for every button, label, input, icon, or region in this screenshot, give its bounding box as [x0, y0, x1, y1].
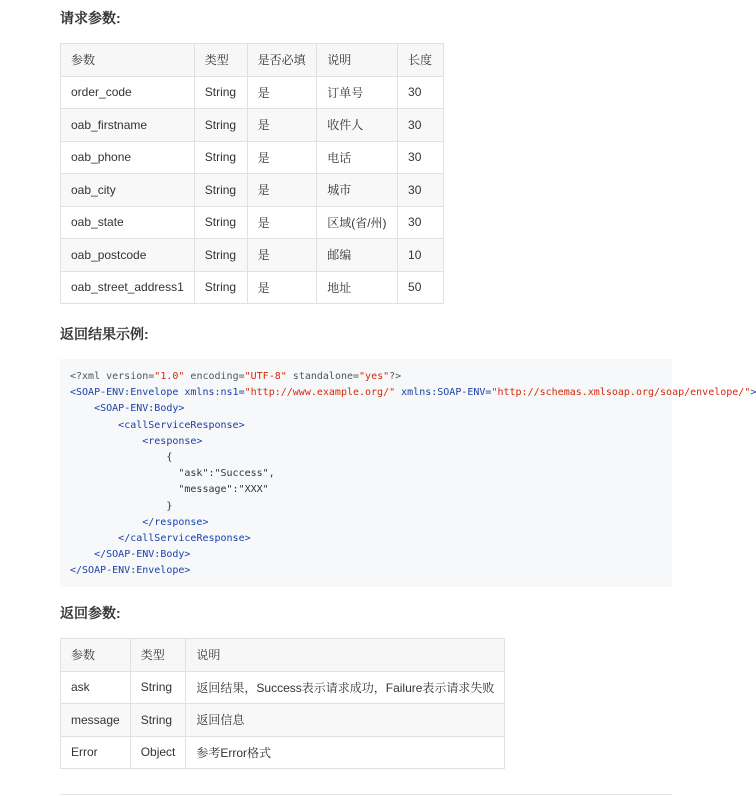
cell-length: 30: [398, 76, 444, 109]
code-token-plain: [70, 549, 94, 560]
cell-length: 30: [398, 206, 444, 239]
header-cell-length: 长度: [398, 44, 444, 77]
cell-type: String: [194, 174, 247, 207]
cell-type: String: [194, 239, 247, 272]
code-line: [70, 403, 184, 414]
code-token-tag: </SOAP-ENV:Body>: [94, 549, 191, 561]
code-example-block[interactable]: [60, 359, 756, 587]
cell-required: 是: [247, 109, 317, 142]
code-line: [70, 420, 245, 431]
cell-type: String: [194, 206, 247, 239]
code-line: [70, 517, 208, 528]
code-token-attr: xmlns:ns1=: [178, 387, 245, 399]
code-token-plain: "ask":"Success",: [70, 468, 275, 480]
code-line: [70, 468, 275, 479]
code-line: [70, 387, 756, 398]
code-token-meta: standalone=: [286, 371, 360, 382]
cell-description: 返回结果，Success表示请求成功，Failure表示请求失败: [186, 671, 505, 704]
code-line: [70, 484, 269, 495]
table-row: [61, 704, 505, 737]
code-example-text: [70, 369, 756, 580]
table-row: [61, 736, 505, 769]
code-token-tag: </SOAP-ENV:Envelope>: [70, 565, 191, 577]
cell-description: 地址: [317, 271, 398, 304]
response-example-heading: 返回结果示例:: [60, 326, 149, 342]
header-cell-description: 说明: [317, 44, 398, 77]
code-token-tag: <response>: [142, 435, 203, 447]
code-line: [70, 565, 190, 576]
cell-length: 30: [398, 174, 444, 207]
code-token-tag: >: [750, 387, 756, 399]
cell-description: 订单号: [317, 76, 398, 109]
cell-length: 10: [398, 239, 444, 272]
cell-param: Error: [61, 736, 131, 769]
code-token-plain: [70, 420, 118, 431]
code-token-plain: {: [70, 452, 173, 464]
code-token-str: "http://schemas.xmlsoap.org/soap/envelope/": [491, 387, 751, 399]
cell-type: Object: [130, 736, 186, 769]
cell-type: String: [194, 271, 247, 304]
cell-param: oab_firstname: [61, 109, 195, 142]
code-token-str: "http://www.example.org/": [244, 387, 396, 399]
cell-param: oab_postcode: [61, 239, 195, 272]
table-row: [61, 271, 444, 304]
table-row: [61, 174, 444, 207]
code-token-plain: [70, 517, 142, 528]
cell-param: oab_city: [61, 174, 195, 207]
header-cell-required: 是否必填: [247, 44, 317, 77]
cell-param: message: [61, 704, 131, 737]
response-params-table: [60, 638, 505, 769]
code-token-str: "UTF-8": [244, 371, 287, 382]
code-token-plain: "message":"XXX": [70, 484, 269, 496]
cell-description: 收件人: [317, 109, 398, 142]
cell-required: 是: [247, 76, 317, 109]
cell-description: 城市: [317, 174, 398, 207]
code-line: [70, 549, 190, 560]
code-token-tag: <SOAP-ENV:Body>: [94, 403, 185, 415]
table-row: [61, 109, 444, 142]
code-token-tag: <SOAP-ENV:Envelope: [70, 387, 179, 399]
cell-description: 区域(省/州): [317, 206, 398, 239]
cell-param: order_code: [61, 76, 195, 109]
cell-length: 30: [398, 141, 444, 174]
cell-type: String: [130, 704, 186, 737]
header-cell-type: 类型: [194, 44, 247, 77]
code-token-plain: }: [70, 500, 173, 512]
code-token-meta: ?>: [389, 371, 402, 382]
cell-type: String: [194, 141, 247, 174]
cell-description: 邮编: [317, 239, 398, 272]
header-cell-param: 参数: [61, 44, 195, 77]
code-line: [70, 436, 202, 447]
code-token-attr: xmlns:SOAP-ENV=: [395, 387, 492, 399]
code-token-plain: [70, 436, 142, 447]
cell-required: 是: [247, 141, 317, 174]
code-line: [70, 371, 401, 382]
cell-required: 是: [247, 239, 317, 272]
code-token-str: "yes": [359, 371, 390, 382]
code-token-meta: <?xml version=: [70, 371, 155, 382]
code-line: [70, 452, 172, 463]
cell-description: 参考Error格式: [186, 736, 505, 769]
code-line: [70, 533, 251, 544]
table-row: [61, 206, 444, 239]
cell-length: 50: [398, 271, 444, 304]
code-token-plain: [70, 533, 118, 544]
table-row: [61, 141, 444, 174]
cell-param: ask: [61, 671, 131, 704]
cell-description: 电话: [317, 141, 398, 174]
table-header-row: [61, 639, 505, 672]
cell-type: String: [194, 76, 247, 109]
cell-param: oab_phone: [61, 141, 195, 174]
table-row: [61, 671, 505, 704]
table-header-row: [61, 44, 444, 77]
cell-param: oab_state: [61, 206, 195, 239]
cell-param: oab_street_address1: [61, 271, 195, 304]
header-cell-param: 参数: [61, 639, 131, 672]
code-token-tag: </callServiceResponse>: [118, 533, 251, 545]
header-cell-description: 说明: [186, 639, 505, 672]
header-cell-type: 类型: [130, 639, 186, 672]
cell-required: 是: [247, 174, 317, 207]
table-row: [61, 76, 444, 109]
table-row: [61, 239, 444, 272]
code-token-str: "1.0": [154, 371, 185, 382]
cell-required: 是: [247, 206, 317, 239]
cell-length: 30: [398, 109, 444, 142]
cell-type: String: [130, 671, 186, 704]
code-token-tag: </response>: [142, 516, 209, 528]
code-line: [70, 501, 172, 512]
bottom-divider: [60, 794, 672, 795]
response-params-heading: 返回参数:: [60, 605, 121, 621]
cell-required: 是: [247, 271, 317, 304]
code-token-tag: <callServiceResponse>: [118, 419, 245, 431]
cell-description: 返回信息: [186, 704, 505, 737]
request-params-table: [60, 43, 444, 304]
cell-type: String: [194, 109, 247, 142]
request-params-heading: 请求参数:: [60, 10, 121, 26]
code-token-meta: encoding=: [184, 371, 245, 382]
code-token-plain: [70, 403, 94, 414]
